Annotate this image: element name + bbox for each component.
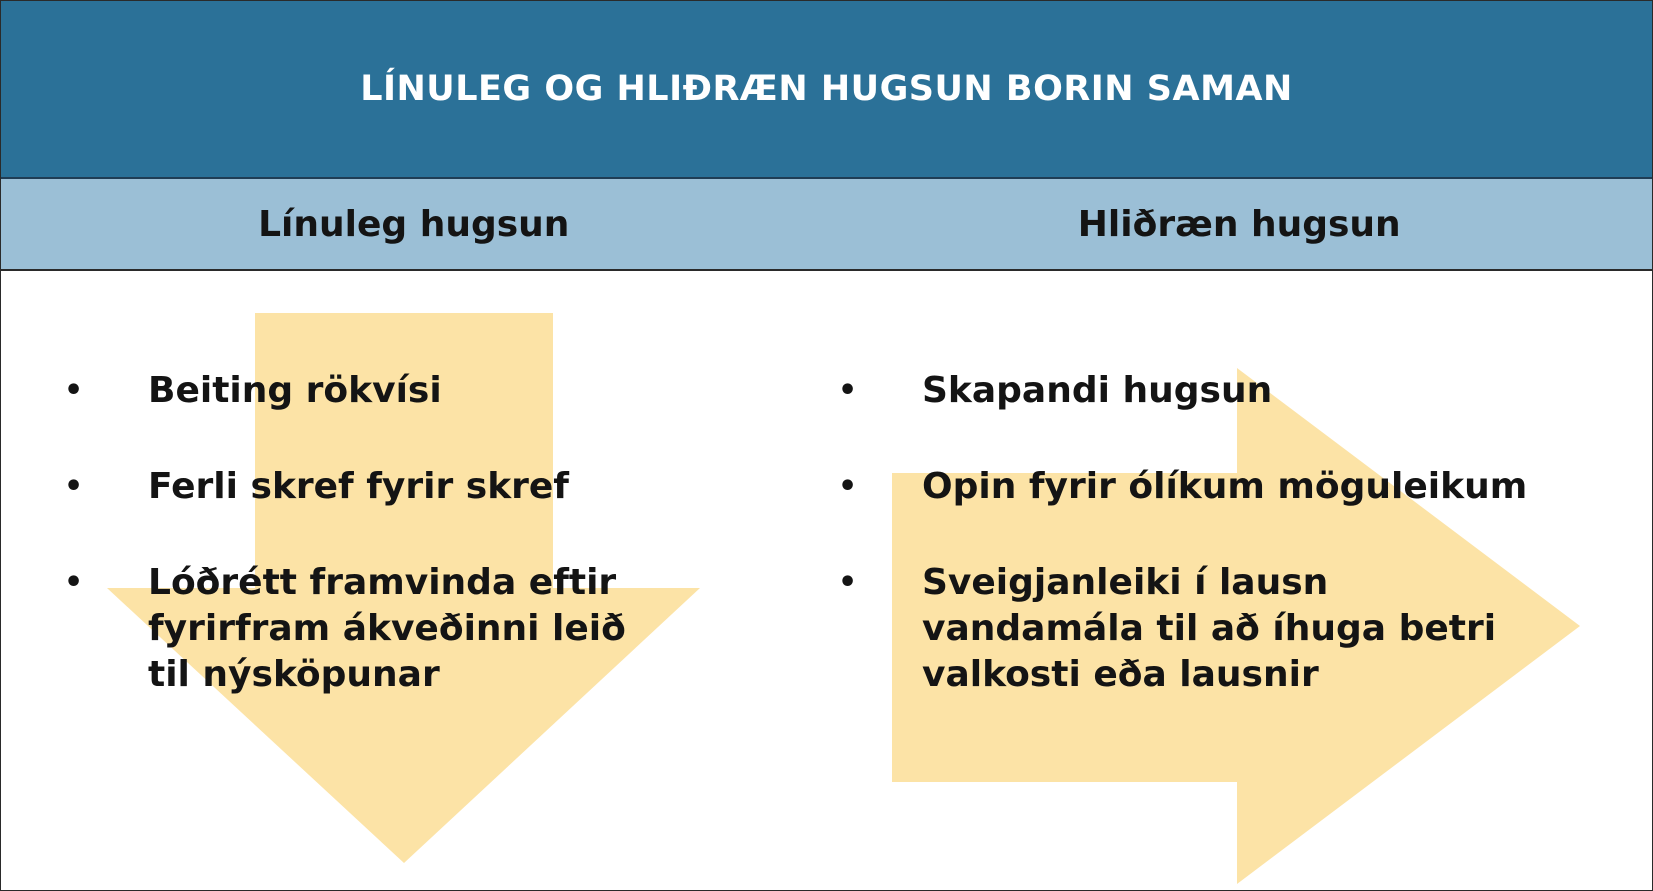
bullet-icon: • <box>64 373 84 408</box>
list-item <box>838 560 1558 698</box>
column-header-linear: Línuleg hugsun <box>258 203 570 245</box>
list-item-text: Opin fyrir ólíkum möguleikum <box>922 466 1528 507</box>
list-item <box>64 464 664 510</box>
list-item-text: Ferli skref fyrir skref <box>148 466 569 507</box>
list-item <box>64 560 664 698</box>
bullet-icon: • <box>838 565 858 600</box>
list-item-text: Skapandi hugsun <box>922 370 1273 411</box>
list-item <box>838 368 1558 414</box>
lateral-thinking-list <box>838 368 1558 748</box>
list-item-text: Sveigjanleiki í lausn vandamála til að íhuga betri valkosti eða lausnir <box>922 562 1497 695</box>
list-item <box>838 464 1558 510</box>
list-item <box>64 368 664 414</box>
list-item-text: Beiting rökvísi <box>148 370 442 411</box>
bullet-icon: • <box>64 469 84 504</box>
bullet-icon: • <box>838 469 858 504</box>
page-title: LÍNULEG OG HLIÐRÆN HUGSUN BORIN SAMAN <box>360 69 1293 109</box>
bullet-icon: • <box>838 373 858 408</box>
list-item-text: Lóðrétt framvinda eftir fyrirfram ákveðinni leið til nýsköpunar <box>148 562 626 695</box>
linear-thinking-list <box>64 368 664 748</box>
column-header-lateral: Hliðræn hugsun <box>1077 203 1401 245</box>
bullet-icon: • <box>64 565 84 600</box>
